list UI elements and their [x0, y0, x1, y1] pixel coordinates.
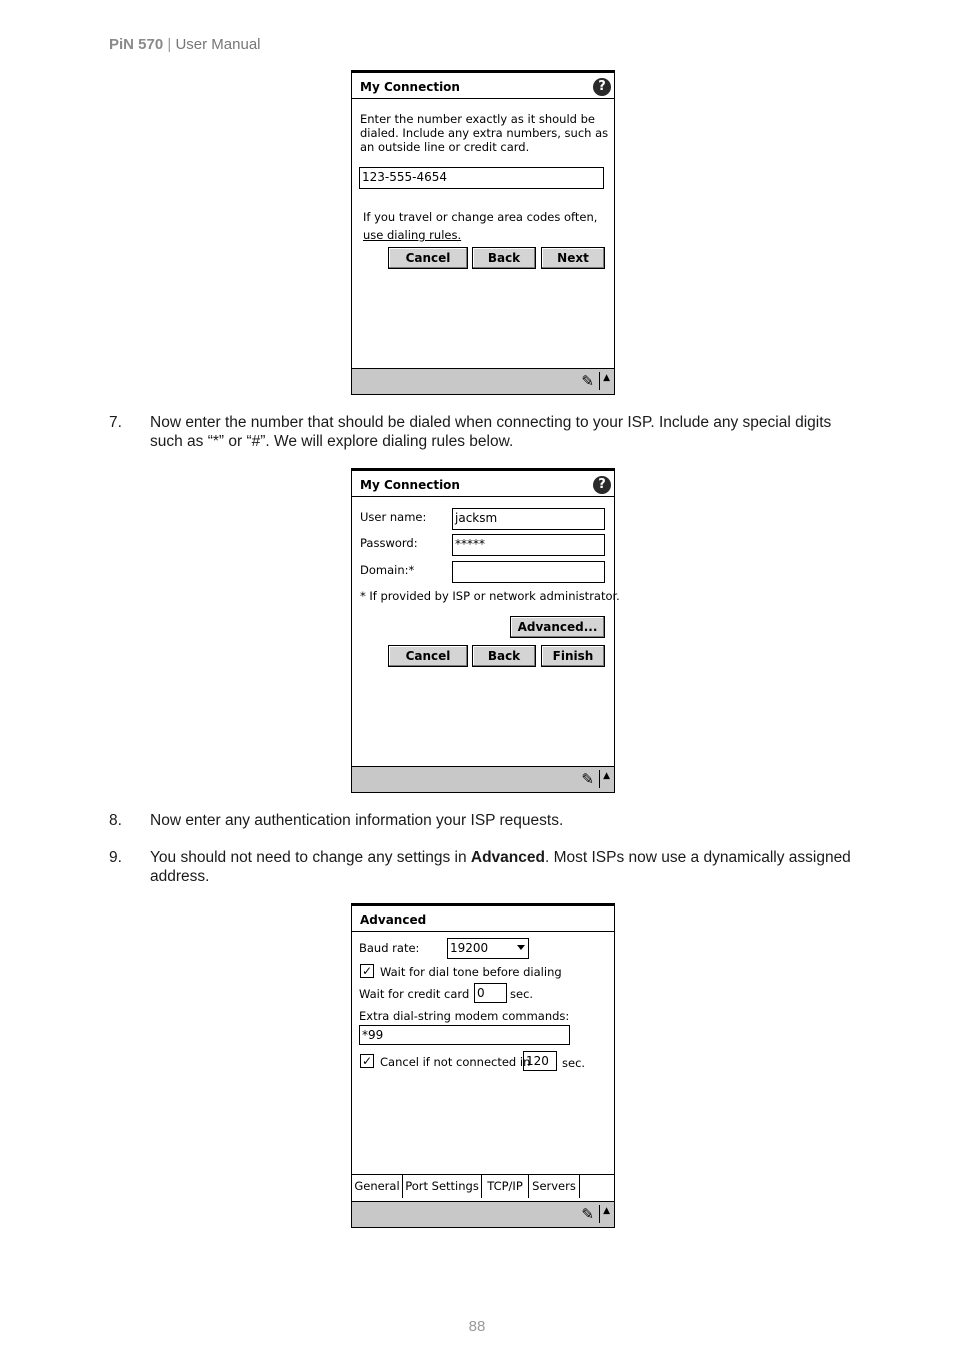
bottom-toolbar	[352, 1201, 614, 1227]
instruction-line-2: dialed. Include any extra numbers, such as	[360, 126, 609, 140]
input-menu-arrow-icon[interactable]: ▲	[603, 1206, 610, 1216]
phone-number-input[interactable]: 123-555-4654	[359, 167, 604, 189]
next-button[interactable]: Next	[541, 247, 605, 269]
dialing-rules-link[interactable]: use dialing rules.	[363, 228, 462, 242]
header-separator: |	[167, 36, 172, 53]
baud-rate-label: Baud rate:	[359, 941, 420, 955]
cancel-timeout-input[interactable]: 120	[523, 1051, 557, 1071]
cancel-timeout-sec-label: sec.	[562, 1056, 586, 1070]
travel-text: If you travel or change area codes often,	[363, 210, 598, 224]
instruction-line-1: Enter the number exactly as it should be	[360, 112, 595, 126]
domain-label: Domain:*	[360, 563, 415, 577]
tab-servers[interactable]: Servers	[529, 1175, 580, 1198]
back-button[interactable]: Back	[472, 247, 536, 269]
screenshot-advanced-settings	[351, 903, 615, 1228]
baud-rate-select[interactable]	[447, 938, 529, 959]
domain-note: * If provided by ISP or network administrator.	[360, 589, 620, 603]
cancel-button[interactable]: Cancel	[388, 645, 468, 667]
step-7	[109, 413, 869, 453]
step-text	[150, 413, 870, 451]
wait-credit-card-sec-label: sec.	[510, 987, 534, 1001]
pen-input-icon[interactable]: ✎	[581, 770, 594, 788]
password-input[interactable]: *****	[452, 534, 605, 556]
step-text-line-1: Now enter the number that should be dialed when connecting to your ISP. Include any special digits	[150, 414, 832, 431]
help-icon[interactable]: ?	[593, 78, 611, 96]
domain-input[interactable]	[452, 561, 605, 583]
settings-tabs	[352, 1174, 614, 1198]
finish-button[interactable]: Finish	[541, 645, 605, 667]
pen-input-icon[interactable]: ✎	[581, 372, 594, 390]
cancel-not-connected-checkbox[interactable]: ✓	[361, 1054, 373, 1068]
cancel-button[interactable]: Cancel	[388, 247, 468, 269]
bottom-toolbar	[352, 766, 614, 792]
input-menu-arrow-icon[interactable]: ▲	[603, 771, 610, 781]
title-bar	[352, 469, 614, 497]
wait-credit-card-label: Wait for credit card	[359, 987, 470, 1001]
input-menu-arrow-icon[interactable]: ▲	[603, 373, 610, 383]
extra-commands-input[interactable]: *99	[359, 1025, 570, 1045]
step-text: Now enter any authentication information your ISP requests.	[150, 812, 564, 829]
document-header	[109, 36, 261, 53]
tab-general[interactable]: General	[352, 1175, 403, 1198]
wait-dial-tone-label: Wait for dial tone before dialing	[380, 965, 562, 979]
dropdown-arrow-icon	[517, 945, 525, 950]
step-number: 8.	[109, 812, 122, 829]
back-button[interactable]: Back	[472, 645, 536, 667]
step-text-before: You should not need to change any settings in	[150, 849, 471, 866]
screen-title: My Connection	[360, 80, 460, 94]
step-number: 7.	[109, 414, 122, 431]
page-number: 88	[468, 1318, 486, 1335]
screenshot-my-connection-number	[351, 70, 615, 395]
wait-dial-tone-checkbox[interactable]: ✓	[361, 964, 373, 978]
title-bar	[352, 904, 614, 932]
baud-rate-value: 19200	[450, 941, 489, 955]
password-label: Password:	[360, 536, 418, 550]
step-9	[109, 848, 869, 888]
toolbar-divider	[599, 1205, 600, 1223]
advanced-emphasis: Advanced	[470, 849, 545, 866]
step-text-after: . Most ISPs now use a dynamically assigned	[544, 849, 851, 866]
username-input[interactable]: jacksm	[452, 508, 605, 530]
toolbar-divider	[599, 770, 600, 788]
title-bar	[352, 71, 614, 99]
product-model: PiN 570	[109, 36, 164, 53]
screen-title: My Connection	[360, 478, 460, 492]
step-text-line-2: such as “*” or “#”. We will explore dialing rules below.	[150, 433, 514, 450]
toolbar-divider	[599, 372, 600, 390]
advanced-button[interactable]: Advanced...	[510, 616, 605, 638]
pen-input-icon[interactable]: ✎	[581, 1205, 594, 1223]
screenshot-my-connection-auth	[351, 468, 620, 793]
tab-port-settings[interactable]: Port Settings	[403, 1175, 482, 1198]
bottom-toolbar	[352, 368, 614, 394]
username-label: User name:	[360, 510, 427, 524]
instruction-line-3: an outside line or credit card.	[360, 140, 530, 154]
help-icon[interactable]: ?	[593, 476, 611, 494]
extra-commands-label: Extra dial-string modem commands:	[359, 1009, 570, 1023]
step-8	[109, 811, 869, 831]
document-title: User Manual	[175, 36, 261, 53]
cancel-not-connected-label: Cancel if not connected in	[380, 1055, 531, 1069]
screen-title: Advanced	[360, 913, 427, 927]
tab-tcp-ip[interactable]: TCP/IP	[482, 1175, 529, 1198]
step-text	[150, 848, 870, 886]
step-number: 9.	[109, 849, 122, 866]
step-text-line-2: address.	[150, 868, 210, 885]
wait-credit-card-input[interactable]: 0	[474, 983, 507, 1003]
